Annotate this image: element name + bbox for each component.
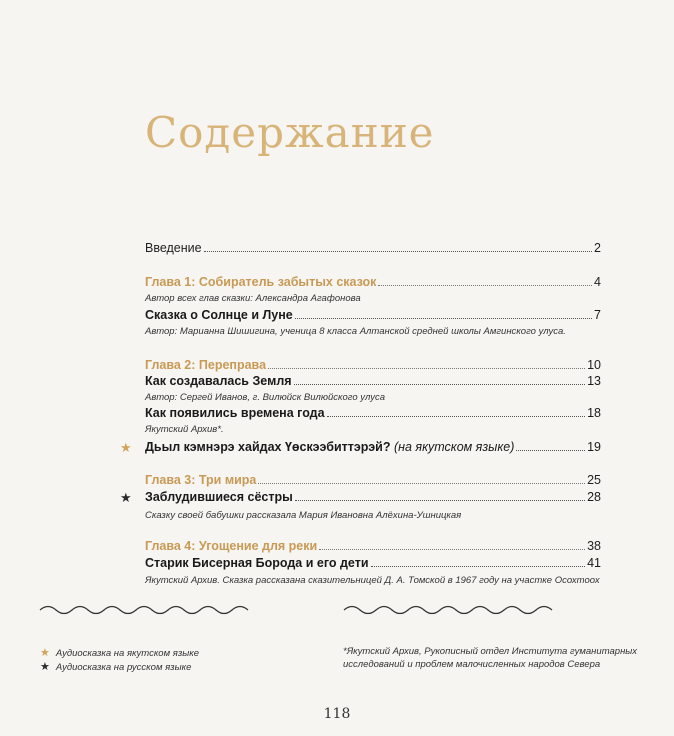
toc-chapter-2[interactable]	[145, 358, 601, 372]
toc-entry-title: Введение	[145, 241, 202, 255]
toc-story-4[interactable]	[145, 440, 601, 454]
toc-entry-page: 38	[587, 539, 601, 553]
toc-story-2[interactable]	[145, 374, 601, 388]
toc-entry-title: Глава 4: Угощение для реки	[145, 539, 318, 553]
toc-entry-title: Как появились времена года	[145, 406, 325, 420]
toc-entry-page: 28	[587, 490, 601, 504]
leader-dots	[516, 450, 585, 451]
toc-entry-page: 7	[594, 308, 601, 322]
star-icon: ★	[40, 661, 50, 673]
toc-chapter-4[interactable]	[145, 539, 601, 553]
toc-entry-title: Сказка о Солнце и Луне	[145, 308, 293, 322]
footnote-line: *Якутский Архив, Рукописный отдел Института гуманитарных	[343, 646, 638, 657]
leader-dots	[268, 368, 585, 369]
toc-entry-note: Якутский Архив. Сказка рассказана сказительницей Д. А. Томской в 1967 году на участке Осохтоох	[145, 575, 600, 586]
leader-dots	[327, 416, 586, 417]
leader-dots	[258, 483, 585, 484]
toc-entry-page: 13	[587, 374, 601, 388]
wave-divider-left	[38, 603, 258, 617]
toc-entry-intro[interactable]	[145, 241, 601, 255]
toc-entry-language: (на якутском языке)	[393, 440, 515, 454]
leader-dots	[319, 549, 585, 550]
toc-entry-page: 25	[587, 473, 601, 487]
leader-dots	[295, 318, 592, 319]
toc-entry-page: 4	[594, 275, 601, 289]
toc-entry-note: Якутский Архив*.	[145, 424, 224, 435]
star-icon: ★	[40, 647, 50, 659]
toc-entry-page: 18	[587, 406, 601, 420]
toc-story-1[interactable]	[145, 308, 601, 322]
toc-entry-title: Глава 1: Собиратель забытых сказок	[145, 275, 377, 289]
leader-dots	[378, 285, 592, 286]
toc-entry-note: Автор: Марианна Шишигина, ученица 8 класса Алтанской средней школы Амгинского улуса.	[145, 326, 566, 337]
toc-entry-title: Заблудившиеся сёстры	[145, 490, 293, 504]
toc-entry-page: 41	[587, 556, 601, 570]
leader-dots	[295, 500, 585, 501]
toc-entry-title: Глава 2: Переправа	[145, 358, 267, 372]
legend-label: Аудиосказка на русском языке	[55, 662, 192, 673]
toc-entry-note: Автор всех глав сказки: Александра Агафонова	[145, 293, 361, 304]
page-title: Содержание	[145, 108, 435, 157]
toc-entry-title: Как создавалась Земля	[145, 374, 292, 388]
leader-dots	[204, 251, 592, 252]
toc-entry-page: 10	[587, 358, 601, 372]
toc-entry-title: Старик Бисерная Борода и его дети	[145, 556, 369, 570]
toc-entry-title: Дьыл кэмнэрэ хайдах Үөскээбиттэрэй?	[145, 440, 391, 454]
toc-entry-page: 2	[594, 241, 601, 255]
legend-russian	[40, 660, 191, 673]
toc-chapter-3[interactable]	[145, 473, 601, 487]
footnote-line: исследований и проблем малочисленных народов Севера	[343, 659, 601, 670]
toc-entry-note: Автор: Сергей Иванов, г. Вилюйск Вилюйского улуса	[145, 392, 385, 403]
toc-story-3[interactable]	[145, 406, 601, 420]
footnote	[343, 645, 637, 671]
page-number: 118	[323, 706, 351, 722]
star-icon: ★	[120, 440, 132, 455]
toc-chapter-1[interactable]	[145, 275, 601, 289]
toc-entry-note: Сказку своей бабушки рассказала Мария Ивановна Алёхина-Ушницкая	[145, 510, 462, 521]
leader-dots	[371, 566, 586, 567]
leader-dots	[294, 384, 586, 385]
legend-label: Аудиосказка на якутском языке	[55, 648, 199, 659]
toc-entry-page: 19	[587, 440, 601, 454]
legend-yakut	[40, 646, 199, 659]
toc-story-6[interactable]	[145, 556, 601, 570]
wave-divider-right	[342, 603, 562, 617]
toc-entry-title: Глава 3: Три мира	[145, 473, 257, 487]
toc-story-5[interactable]	[145, 490, 601, 504]
star-icon: ★	[120, 490, 132, 505]
